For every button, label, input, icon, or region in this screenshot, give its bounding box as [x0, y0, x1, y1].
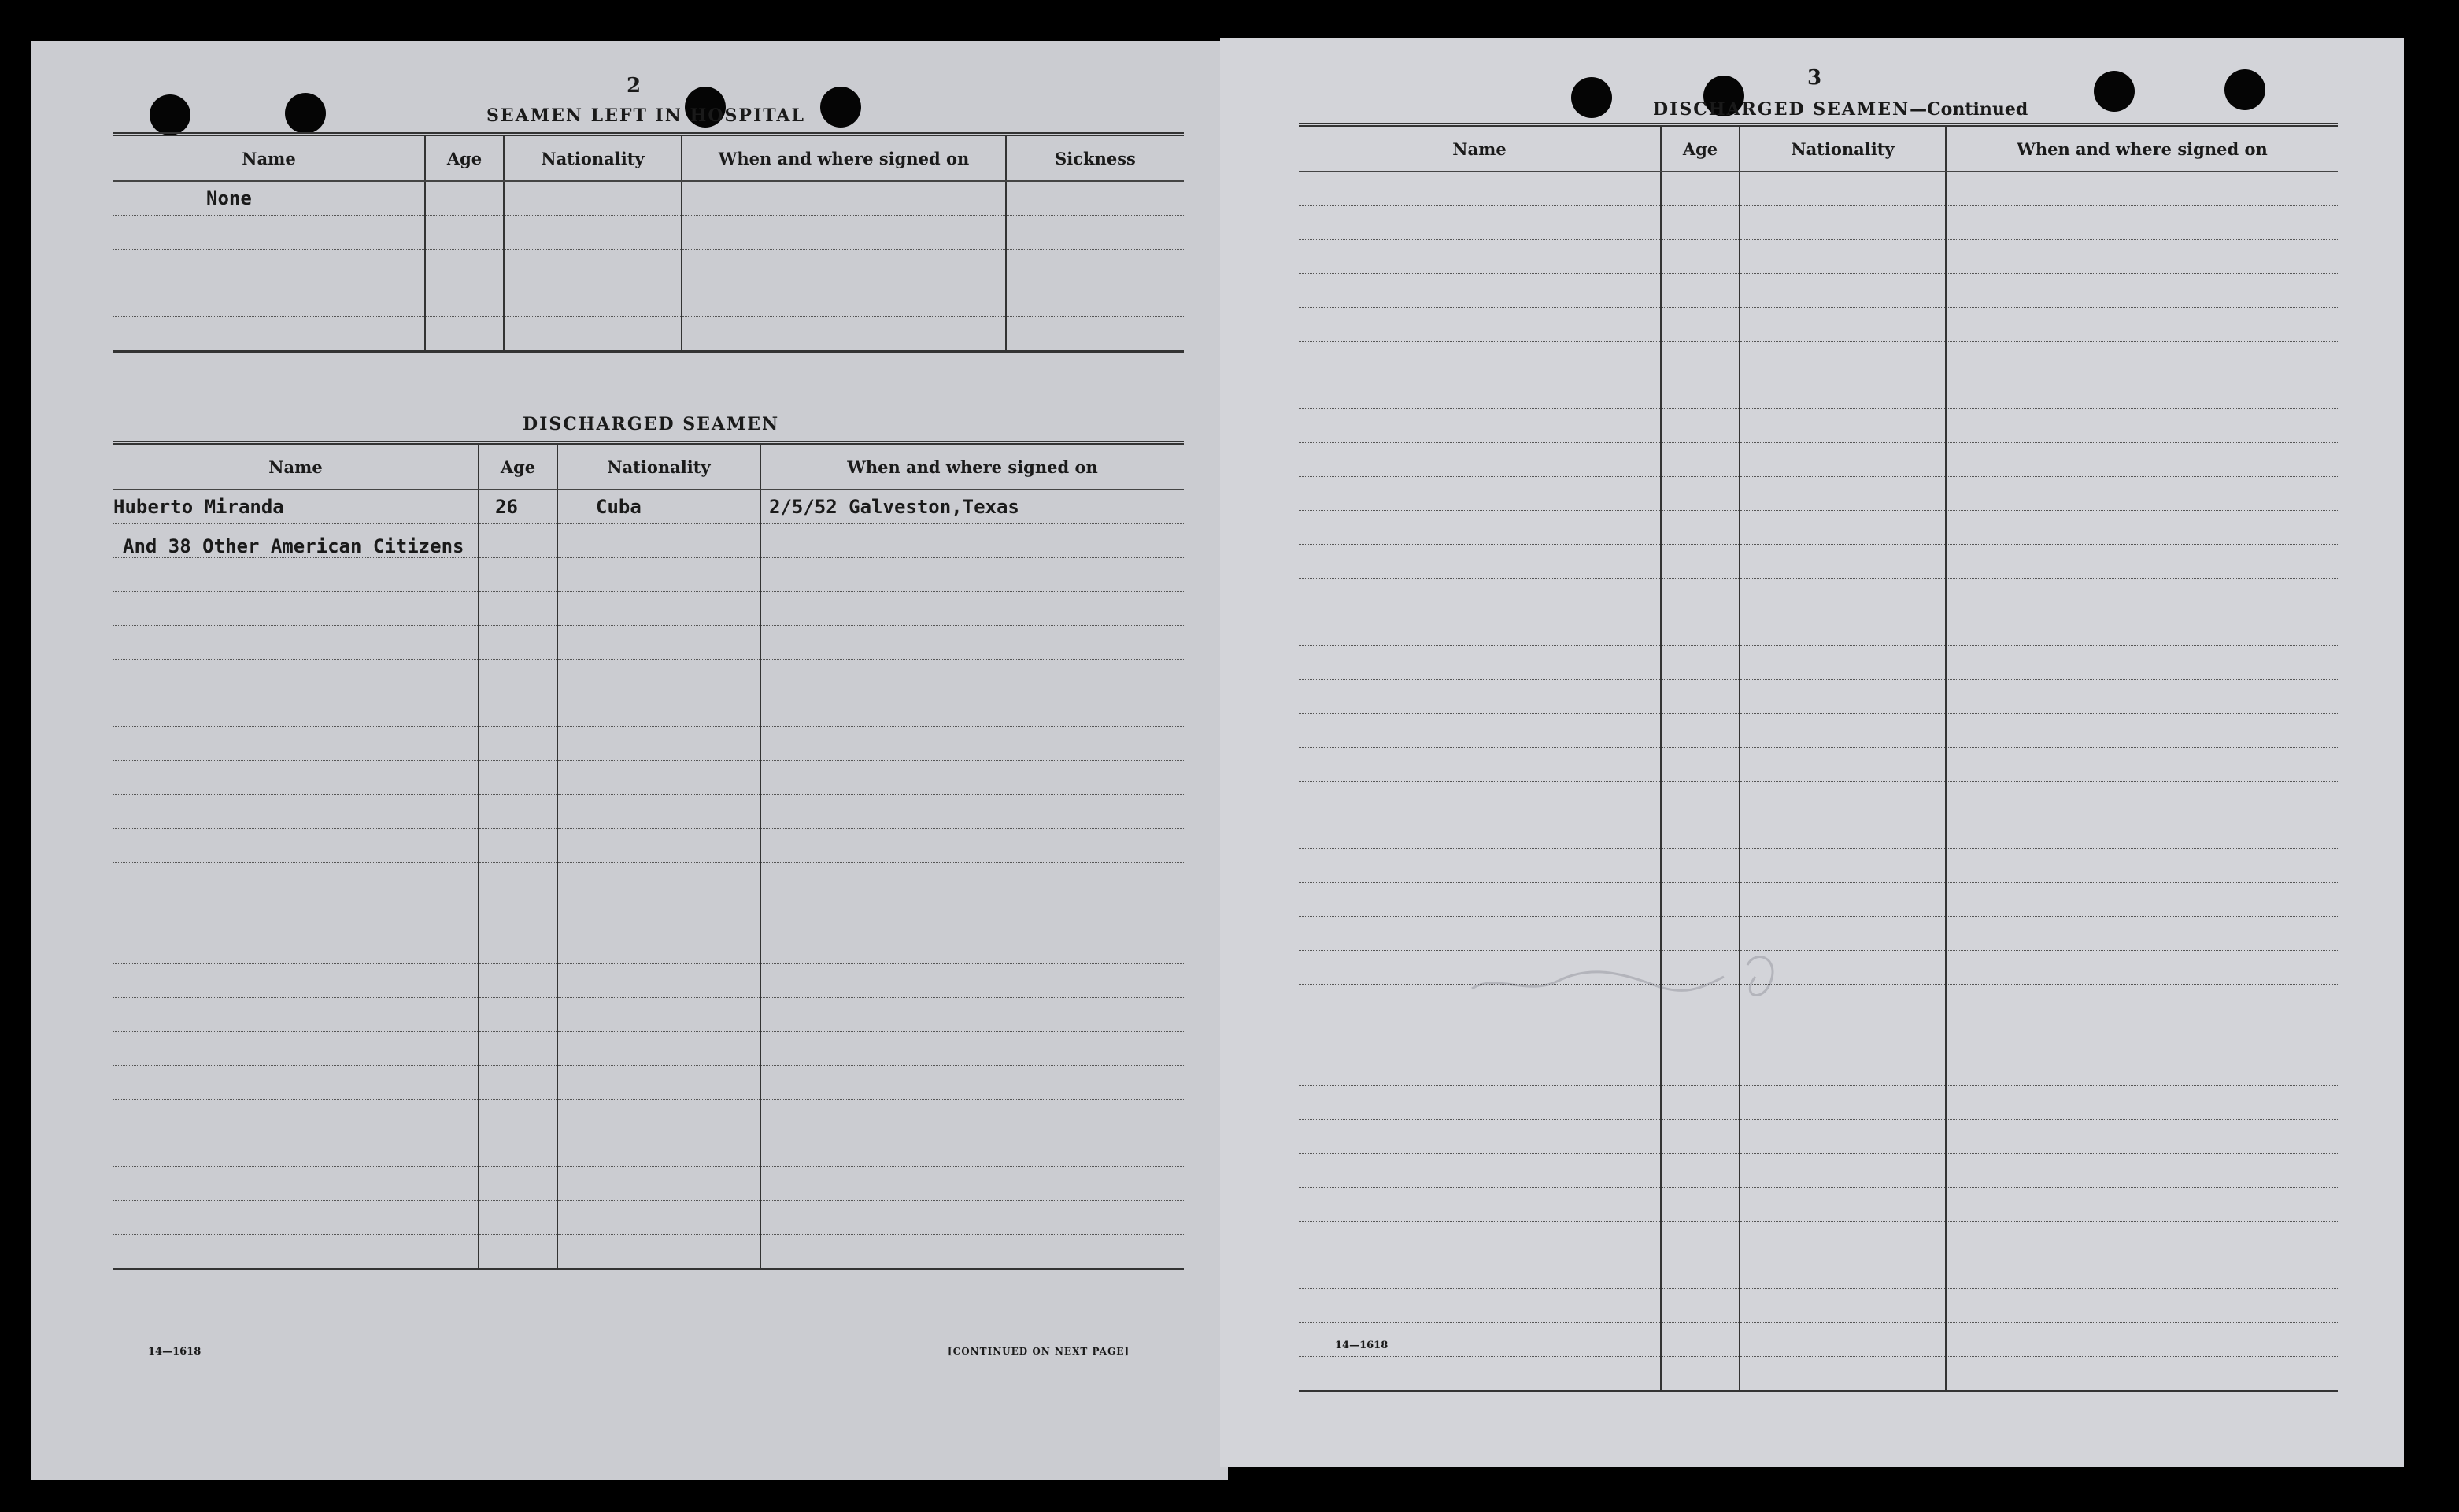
table-row	[113, 693, 1184, 727]
discharged-table	[113, 441, 1184, 1270]
table-row	[113, 626, 1184, 660]
table-row	[1299, 579, 2338, 612]
table-row	[1299, 375, 2338, 409]
table-row	[113, 829, 1184, 863]
table-row	[113, 216, 1184, 250]
entry-nationality: Cuba	[557, 490, 760, 524]
punch-hole	[2094, 71, 2135, 112]
table-row	[1299, 1154, 2338, 1188]
header-age: Age	[1661, 125, 1740, 172]
table-row	[1299, 748, 2338, 782]
bleed-through-signature	[1464, 941, 1795, 1012]
table-row	[1299, 1255, 2338, 1289]
header-age: Age	[425, 135, 504, 182]
hospital-table	[113, 132, 1184, 353]
header-name: Name	[113, 443, 479, 490]
table-row	[1299, 172, 2338, 206]
header-signed-on: When and where signed on	[760, 443, 1184, 490]
table-row	[1299, 511, 2338, 545]
page-number: 3	[1807, 66, 1822, 90]
table-row	[113, 930, 1184, 964]
table-row	[1299, 443, 2338, 477]
table-row	[1299, 815, 2338, 849]
table-row	[1299, 917, 2338, 951]
header-name: Name	[113, 135, 425, 182]
table-row	[1299, 680, 2338, 714]
right-page	[1220, 38, 2404, 1467]
none-entry: None	[206, 187, 252, 209]
header-name: Name	[1299, 125, 1661, 172]
table-row	[1299, 1289, 2338, 1323]
table-row	[1299, 308, 2338, 342]
table-row	[113, 317, 1184, 352]
table-row	[1299, 951, 2338, 985]
table-row	[113, 1100, 1184, 1133]
table-row	[113, 964, 1184, 998]
table-row	[1299, 545, 2338, 579]
punch-hole	[285, 93, 326, 134]
title-continued: —Continued	[1910, 99, 2028, 120]
header-signed-on: When and where signed on	[682, 135, 1006, 182]
form-number: 14—1618	[1335, 1340, 1389, 1351]
entry-signed-on: 2/5/52 Galveston,Texas	[760, 490, 1184, 524]
table-row	[1299, 240, 2338, 274]
table-row	[113, 250, 1184, 283]
punch-hole	[150, 94, 190, 135]
table-row	[1299, 714, 2338, 748]
left-page	[31, 41, 1228, 1480]
table-row	[113, 181, 1184, 216]
header-nationality: Nationality	[504, 135, 682, 182]
header-nationality: Nationality	[1740, 125, 1946, 172]
discharged-section-title: DISCHARGED SEAMEN	[523, 414, 780, 434]
entry-name	[113, 181, 425, 216]
table-row	[1299, 1120, 2338, 1154]
title-main: DISCHARGED SEAMEN	[1653, 99, 1910, 120]
table-row	[1299, 1188, 2338, 1222]
table-row	[113, 592, 1184, 626]
table-row	[1299, 477, 2338, 511]
table-row	[113, 283, 1184, 317]
discharged-continued-table	[1299, 123, 2338, 1392]
table-row	[113, 727, 1184, 761]
table-row	[113, 761, 1184, 795]
header-sickness: Sickness	[1006, 135, 1184, 182]
discharged-note: And 38 Other American Citizens	[123, 535, 464, 557]
table-row	[1299, 274, 2338, 308]
table-row	[1299, 1357, 2338, 1392]
table-row	[113, 896, 1184, 930]
entry-name: Huberto Miranda	[113, 490, 479, 524]
header-nationality: Nationality	[557, 443, 760, 490]
entry-age: 26	[479, 490, 557, 524]
table-row	[113, 1066, 1184, 1100]
hospital-section-title: SEAMEN LEFT IN HOSPITAL	[486, 105, 805, 126]
table-row	[1299, 1086, 2338, 1120]
table-row	[1299, 883, 2338, 917]
table-row	[113, 863, 1184, 896]
punch-hole	[1571, 77, 1612, 118]
table-row	[1299, 849, 2338, 883]
table-row	[113, 558, 1184, 592]
page-number: 2	[627, 74, 642, 98]
table-row	[1299, 342, 2338, 375]
table-row	[113, 1032, 1184, 1066]
table-row	[1299, 1323, 2338, 1357]
table-row	[1299, 782, 2338, 815]
table-row	[1299, 1222, 2338, 1255]
table-row	[113, 795, 1184, 829]
table-row	[113, 1235, 1184, 1270]
table-row	[113, 1167, 1184, 1201]
table-row	[1299, 612, 2338, 646]
discharged-section-title	[1653, 99, 2028, 120]
header-age: Age	[479, 443, 557, 490]
form-number: 14—1618	[148, 1346, 202, 1358]
table-row	[1299, 1018, 2338, 1052]
punch-hole	[820, 87, 861, 128]
table-row	[113, 490, 1184, 524]
table-row	[113, 660, 1184, 693]
table-row	[1299, 646, 2338, 680]
table-row	[113, 1201, 1184, 1235]
table-row	[1299, 206, 2338, 240]
table-row	[1299, 985, 2338, 1018]
continued-note: [CONTINUED ON NEXT PAGE]	[948, 1346, 1130, 1357]
table-row	[113, 998, 1184, 1032]
table-row	[1299, 1052, 2338, 1086]
table-row	[1299, 409, 2338, 443]
header-signed-on: When and where signed on	[1946, 125, 2338, 172]
table-row	[113, 1133, 1184, 1167]
punch-hole	[2224, 69, 2265, 110]
